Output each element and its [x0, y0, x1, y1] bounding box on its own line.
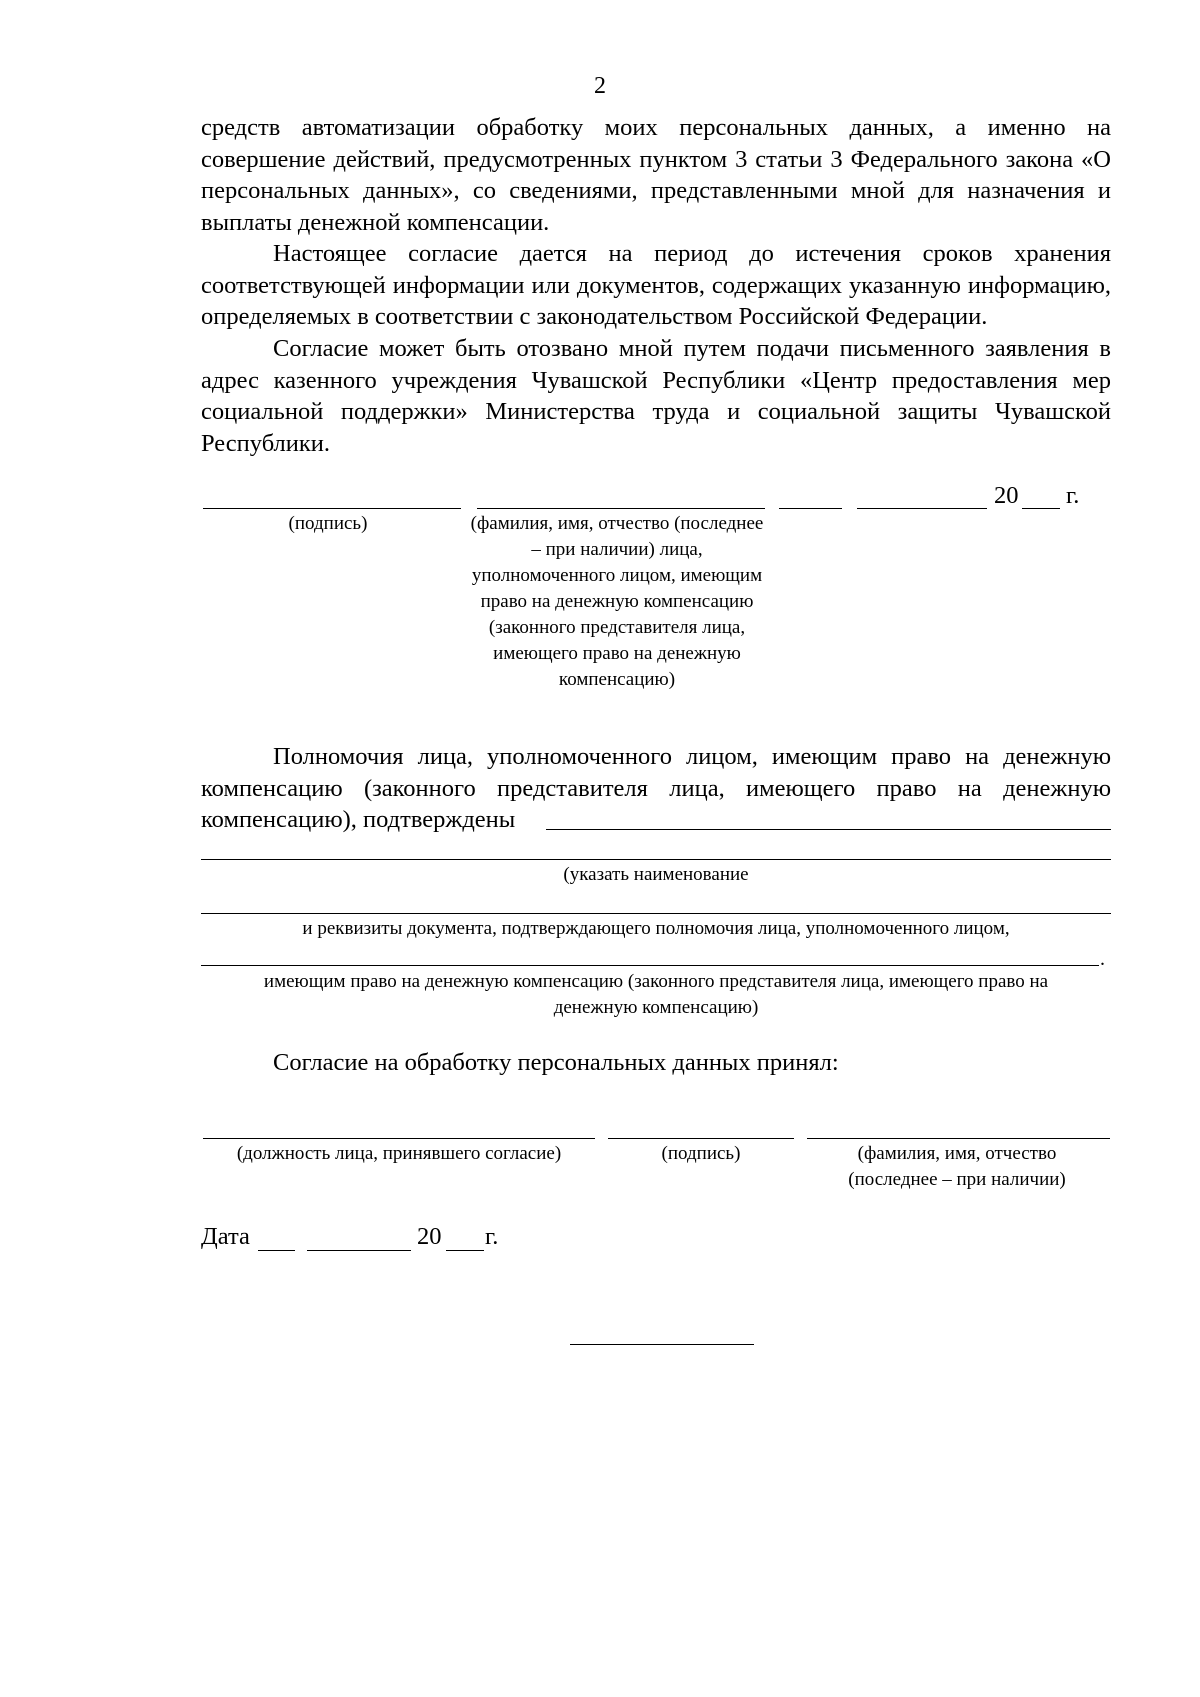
year-prefix: 20 [994, 482, 1019, 509]
caption-official-name: (фамилия, имя, отчество (последнее – при наличии) [848, 1143, 1066, 1190]
caption-official-signature: (подпись) [661, 1143, 741, 1164]
page-number: 2 [594, 73, 606, 99]
caption-document-name: (указать наименование [563, 864, 749, 885]
signature-line [203, 508, 461, 509]
name-line [477, 508, 765, 509]
date-label: Дата [201, 1223, 250, 1250]
date-year-line [446, 1250, 484, 1251]
year-suffix: г. [1066, 482, 1080, 509]
caption-document-owner: имеющим право на денежную компенсацию (законного представителя лица, имеющего право на денежную компенсацию) [263, 971, 1049, 1018]
caption-authorized-person-name: (фамилия, имя, отчество (последнее – при наличии) лица, уполномоченного лицом, имеющим право на денежную компенсацию (законного представителя лица, имеющего право на денежную компенсацию) [470, 513, 764, 690]
official-name-line [807, 1138, 1110, 1139]
date-year-suffix: г. [485, 1223, 499, 1250]
date-year-prefix: 20 [417, 1223, 442, 1250]
day-line [779, 508, 842, 509]
official-signature-line [608, 1138, 794, 1139]
date-month-line [307, 1250, 411, 1251]
accepted-heading: Согласие на обработку персональных данных принял: [273, 1049, 839, 1076]
document-line-4 [201, 965, 1099, 966]
position-line [203, 1138, 595, 1139]
caption-position: (должность лица, принявшего согласие) [236, 1143, 562, 1164]
paragraph-consent-period: Настоящее согласие дается на период до истечения сроков хранения соответствующей информации или документов, содержащих указанную информацию, определяемых в соответствии с законодательством Российской Федерации. [201, 240, 1111, 330]
document-line-1 [546, 829, 1111, 830]
paragraph-processing-consent: средств автоматизации обработку моих персональных данных, а именно на совершение действий, предусмотренных пунктом 3 статьи 3 Федерального закона «О персональных данных», со сведениями, представленными мной для назначения и выплаты денежной компенсации. [201, 114, 1111, 236]
date-day-line [258, 1250, 295, 1251]
document-line-2 [201, 859, 1111, 860]
closing-separator [570, 1344, 754, 1345]
month-line [857, 508, 987, 509]
year-line [1022, 508, 1060, 509]
caption-document-details: и реквизиты документа, подтверждающего полномочия лица, уполномоченного лицом, [302, 918, 1010, 939]
paragraph-consent-withdrawal: Согласие может быть отозвано мной путем подачи письменного заявления в адрес казенного учреждения Чувашской Республики «Центр предоставления мер социальной поддержки» Министерства труда и социальной защиты Чувашской Республики. [201, 335, 1111, 457]
document-line-3 [201, 913, 1111, 914]
caption-signature: (подпись) [288, 513, 368, 534]
line-period: . [1100, 948, 1105, 970]
paragraph-powers-confirmed: Полномочия лица, уполномоченного лицом, имеющим право на денежную компенсацию (законного представителя лица, имеющего право на денежную компенсацию), подтверждены [201, 743, 1111, 833]
